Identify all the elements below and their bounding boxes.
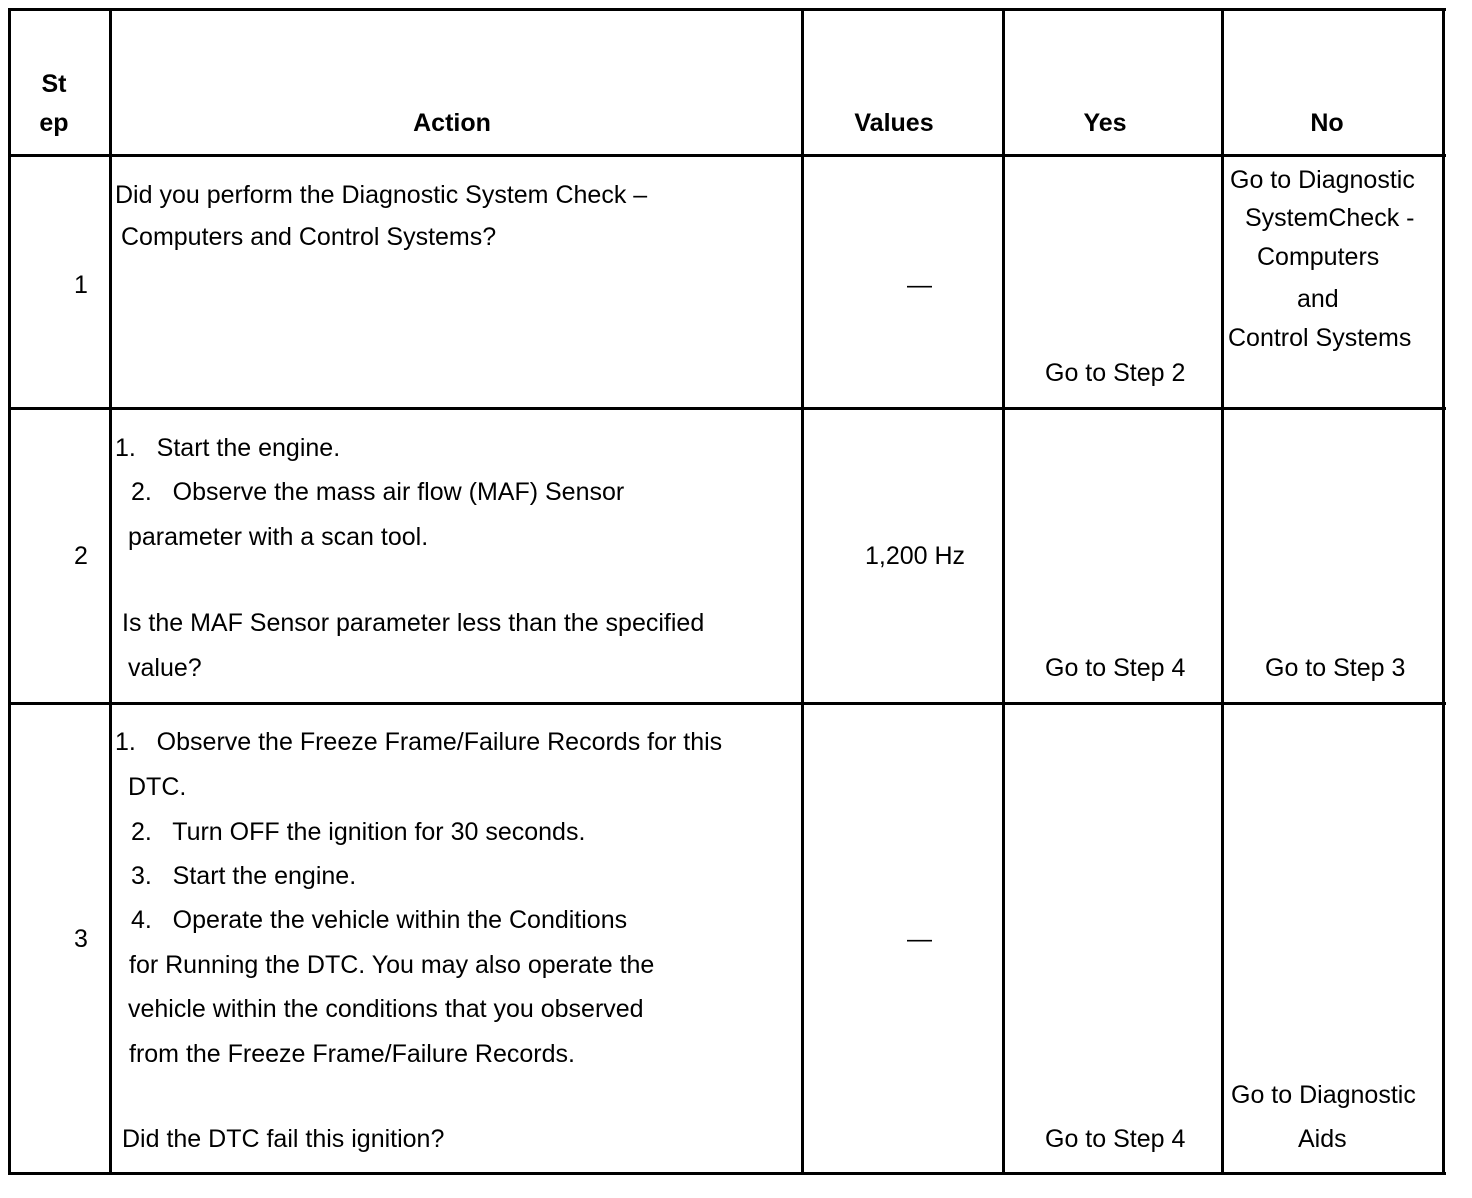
row3-action-line3: 2. Turn OFF the ignition for 30 seconds. [131, 818, 586, 846]
table-border-bottom [8, 1172, 1446, 1175]
row1-no-line4: and [1297, 285, 1339, 313]
header-step-line1: St [41, 70, 67, 98]
row3-action-line1: 1. Observe the Freeze Frame/Failure Records for this [115, 728, 723, 756]
table-border-top [8, 8, 1446, 11]
row1-step: 1 [74, 271, 88, 299]
header-yes: Yes [1083, 109, 1127, 137]
header-values: Values [854, 109, 934, 137]
row2-action-line1: 1. Start the engine. [115, 434, 341, 462]
row1-no-line5: Control Systems [1228, 324, 1412, 352]
row3-no-line1: Go to Diagnostic [1231, 1081, 1416, 1109]
row3-action-line2: DTC. [128, 773, 187, 801]
row3-values: — [907, 925, 932, 953]
row3-yes: Go to Step 4 [1045, 1125, 1186, 1153]
row1-action-line1: Did you perform the Diagnostic System Check – [115, 181, 648, 209]
row2-yes: Go to Step 4 [1045, 654, 1186, 682]
row3-action-line5: 4. Operate the vehicle within the Conditions [131, 906, 628, 934]
row3-step: 3 [74, 925, 88, 953]
row1-values: — [907, 271, 932, 299]
col-divider-step [109, 8, 112, 1175]
col-divider-action [801, 8, 804, 1175]
row1-yes: Go to Step 2 [1045, 359, 1186, 387]
header-action: Action [413, 109, 491, 137]
col-divider-yes [1221, 8, 1224, 1175]
row1-action-line2: Computers and Control Systems? [121, 223, 497, 251]
row3-action-line7: vehicle within the conditions that you observed [128, 995, 644, 1023]
row3-action-line4: 3. Start the engine. [131, 862, 357, 890]
row2-action-line2: 2. Observe the mass air flow (MAF) Sensor [131, 478, 625, 506]
row2-step: 2 [74, 542, 88, 570]
row2-action-line4: Is the MAF Sensor parameter less than the specified [122, 609, 705, 637]
row1-no-line3: Computers [1257, 243, 1380, 271]
col-divider-values [1002, 8, 1005, 1175]
row2-no: Go to Step 3 [1265, 654, 1406, 682]
row2-values: 1,200 Hz [865, 542, 966, 570]
header-divider [8, 154, 1446, 157]
row3-action-line8: from the Freeze Frame/Failure Records. [129, 1040, 575, 1068]
row2-action-line3: parameter with a scan tool. [128, 523, 429, 551]
row3-no-line2: Aids [1298, 1125, 1347, 1153]
row3-action-line9: Did the DTC fail this ignition? [122, 1125, 445, 1153]
row-divider-2 [8, 702, 1446, 705]
header-no: No [1310, 109, 1344, 137]
table-border-right [1442, 8, 1445, 1175]
row1-no-line2: SystemCheck - [1245, 204, 1415, 232]
row3-action-line6: for Running the DTC. You may also operate the [129, 951, 655, 979]
row1-no-line1: Go to Diagnostic [1230, 166, 1415, 194]
row2-action-line5: value? [128, 654, 202, 682]
row-divider-1 [8, 407, 1446, 410]
header-step-line2: ep [39, 109, 69, 137]
table-border-left [8, 8, 11, 1175]
